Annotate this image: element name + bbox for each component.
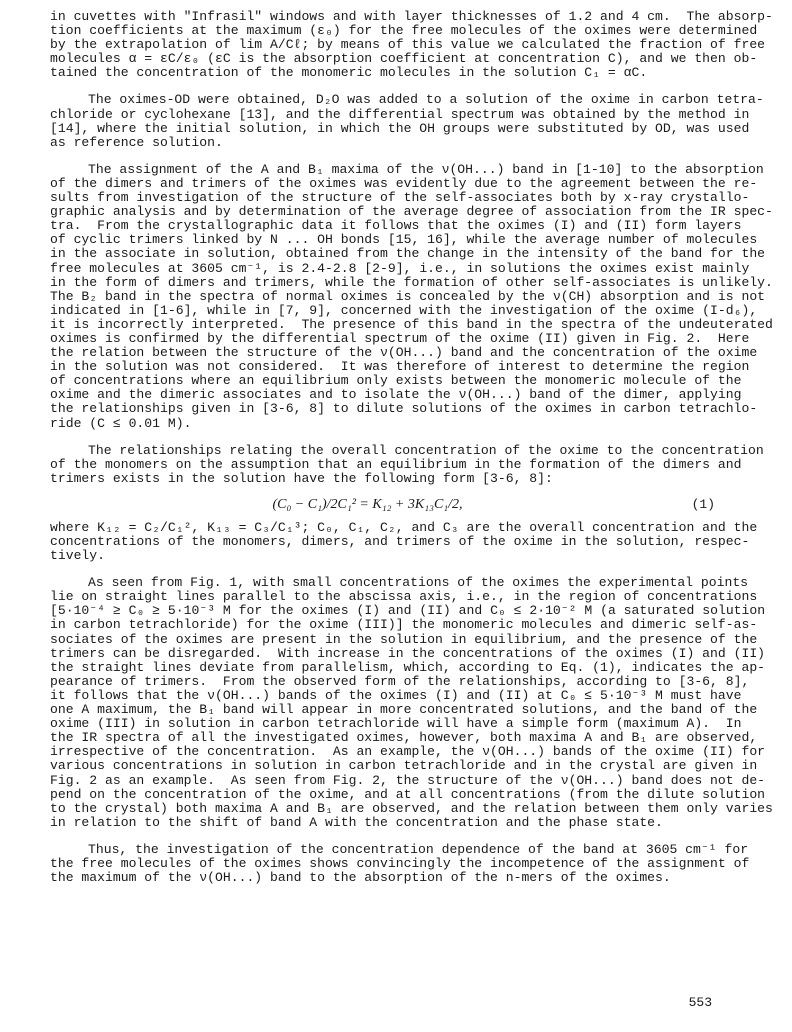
text-line: of concentrations where an equilibrium only exists between the monomeric molecule of the	[50, 373, 742, 389]
text-line: irrespective of the concentration. As an example, the ν(OH...) bands of the oxime (II) for	[50, 744, 766, 760]
equation-number: (1)	[691, 496, 715, 512]
page-number: 553	[688, 995, 712, 1010]
equation-1	[50, 495, 715, 515]
text-line: tion coefficients at the maximum (ε₀) for the free molecules of the oximes were determined	[50, 23, 758, 39]
body-text-top	[50, 9, 773, 486]
text-line: of cyclic trimers linked by N ... OH bonds [15, 16], while the average number of molecules	[50, 232, 758, 248]
text-line: tively.	[50, 548, 106, 564]
text-line: the relationships given in [3-6, 8] to dilute solutions of the oximes in carbon tetrachlo-	[50, 401, 758, 417]
paragraph	[50, 442, 764, 486]
paragraph	[50, 9, 773, 81]
text-line: of the dimers and trimers of the oximes was evidently due to the agreement between the re-	[50, 175, 758, 191]
text-line: in the solution was not considered. It was therefore of interest to determine the region	[50, 359, 750, 375]
text-line: graphic analysis and by determination of the average degree of association from the IR spec-	[50, 204, 773, 220]
text-line: molecules α = εC/ε₀ (εC is the absorption coefficient at concentration C), and we then ob-	[50, 51, 758, 67]
text-line: to the crystal) both maxima A and B₁ are observed, and the relation between them only varies	[50, 800, 773, 816]
text-line: The oximes-OD were obtained, D₂O was added to a solution of the oxime in carbon tetra-	[88, 92, 764, 108]
text-line: the maximum of the ν(OH...) band to the absorption of the n-mers of the oximes.	[50, 870, 671, 886]
text-line: as reference solution.	[50, 134, 223, 150]
text-line: in carbon tetrachloride) for the oxime (III)] the monomeric molecules and dimeric self-as-	[50, 617, 758, 633]
text-line: oxime and the dimeric associates and to isolate the ν(OH...) band of the dimer, applying	[50, 387, 742, 403]
text-line: the free molecules of the oximes shows convincingly the incompetence of the assignment of	[50, 855, 750, 871]
equation-text: (C₀ − C₁)/2C₁² = K₁₂ + 3K₁₃C₁/2,	[272, 496, 463, 512]
text-line: various concentrations in solution in carbon tetrachloride and in the crystal are given in	[50, 758, 758, 774]
text-line: oxime (III) in solution in carbon tetrachloride will have a simple form (maximum A). In	[50, 716, 742, 732]
text-line: in relation to the shift of band A with the concentration and the phase state.	[50, 814, 663, 830]
text-line: sults from investigation of the structure of the self-associates both by x-ray crystallo-	[50, 190, 750, 206]
text-line: tained the concentration of the monomeric molecules in the solution C₁ = αC.	[50, 65, 648, 81]
text-line: in the form of dimers and trimers, while the formation of other self-associates is unlikely.	[50, 274, 773, 290]
paragraph	[50, 92, 764, 150]
paragraph	[50, 575, 773, 830]
text-line: concentrations of the monomers, dimers, and trimers of the oxime in the solution, respec-	[50, 534, 750, 549]
text-line: sociates of the oximes are present in the solution in equilibrium, and the presence of the	[50, 631, 758, 647]
text-line: pearance of trimers. From the observed form of the relationships, according to [3-6, 8],	[50, 673, 750, 689]
text-line: indicated in [1-6], while in [7, 9], concerned with the investigation of the oxime (I-d₆),	[50, 302, 758, 318]
text-line: lie on straight lines parallel to the abscissa axis, i.e., in the region of concentrations	[50, 589, 758, 605]
text-line: The B₂ band in the spectra of normal oximes is concealed by the ν(CH) absorption and is not	[50, 288, 766, 304]
text-line: As seen from Fig. 1, with small concentrations of the oximes the experimental points	[88, 575, 749, 591]
text-line: of the monomers on the assumption that an equilibrium in the formation of the dimers and	[50, 456, 742, 472]
paragraph	[50, 841, 750, 886]
text-line: Thus, the investigation of the concentration dependence of the band at 3605 cm⁻¹ for	[88, 841, 749, 857]
text-line: the straight lines deviate from parallelism, which, according to Eq. (1), indicates the ap-	[50, 659, 766, 675]
text-line: trimers exists in the solution have the following form [3-6, 8]:	[50, 470, 553, 486]
text-line: trimers can be disregarded. With increase in the concentrations of the oximes (I) and (II)	[50, 645, 766, 661]
text-line: [14], where the initial solution, in which the OH groups were substituted by OD, was used	[50, 120, 750, 136]
text-line: free molecules at 3605 cm⁻¹, is 2.4-2.8 [2-9], i.e., in solutions the oximes exist mainly	[50, 260, 750, 276]
body-text-bottom	[50, 519, 773, 886]
text-line: The assignment of the A and B₁ maxima of the ν(OH...) band in [1-10] to the absorption	[88, 161, 764, 177]
text-line: tra. From the crystallographic data it follows that the oximes (I) and (II) form layers	[50, 218, 742, 234]
text-line: one A maximum, the B₁ band will appear in more concentrated solutions, and the band of the	[50, 702, 758, 718]
text-line: in the associate in solution, obtained from the change in the intensity of the band for the	[50, 246, 766, 262]
text-column	[50, 9, 773, 898]
text-line: in cuvettes with "Infrasil" windows and with layer thicknesses of 1.2 and 4 cm. The absorp-	[50, 9, 773, 24]
text-line: the relation between the structure of the ν(OH...) band and the concentration of the oxime	[50, 345, 758, 361]
text-line: the IR spectra of all the investigated oximes, however, both maxima A and B₁ are observed,	[50, 730, 758, 746]
text-line: Fig. 2 as an example. As seen from Fig. 2, the structure of the ν(OH...) band does not de-	[50, 772, 766, 788]
text-line: oximes is confirmed by the differential spectrum of the oxime (II) given in Fig. 2. Here	[50, 330, 750, 346]
text-line: it follows that the ν(OH...) bands of the oximes (I) and (II) at C₀ ≤ 5·10⁻³ M must have	[50, 687, 742, 703]
text-line: chloride or cyclohexane [13], and the differential spectrum was obtained by the method in	[50, 106, 750, 122]
text-line: where K₁₂ = C₂/C₁², K₁₃ = C₃/C₁³; C₀, C₁, C₂, and C₃ are the overall concentration and the	[50, 519, 758, 535]
paragraph	[50, 161, 773, 431]
text-line: by the extrapolation of lim A/Cℓ; by means of this value we calculated the fraction of free	[50, 37, 766, 53]
text-line: The relationships relating the overall concentration of the oxime to the concentration	[88, 442, 764, 458]
text-line: ride (C ≤ 0.01 M).	[50, 415, 192, 431]
text-line: pend on the concentration of the oxime, and at all concentrations (from the dilute solution	[50, 786, 766, 802]
paragraph	[50, 519, 758, 564]
text-line: [5·10⁻⁴ ≥ C₀ ≥ 5·10⁻³ M for the oximes (I) and (II) and C₀ ≤ 2·10⁻² M (a saturated solution	[50, 603, 766, 619]
text-line: it is incorrectly interpreted. The presence of this band in the spectra of the undeuterated	[50, 316, 773, 332]
